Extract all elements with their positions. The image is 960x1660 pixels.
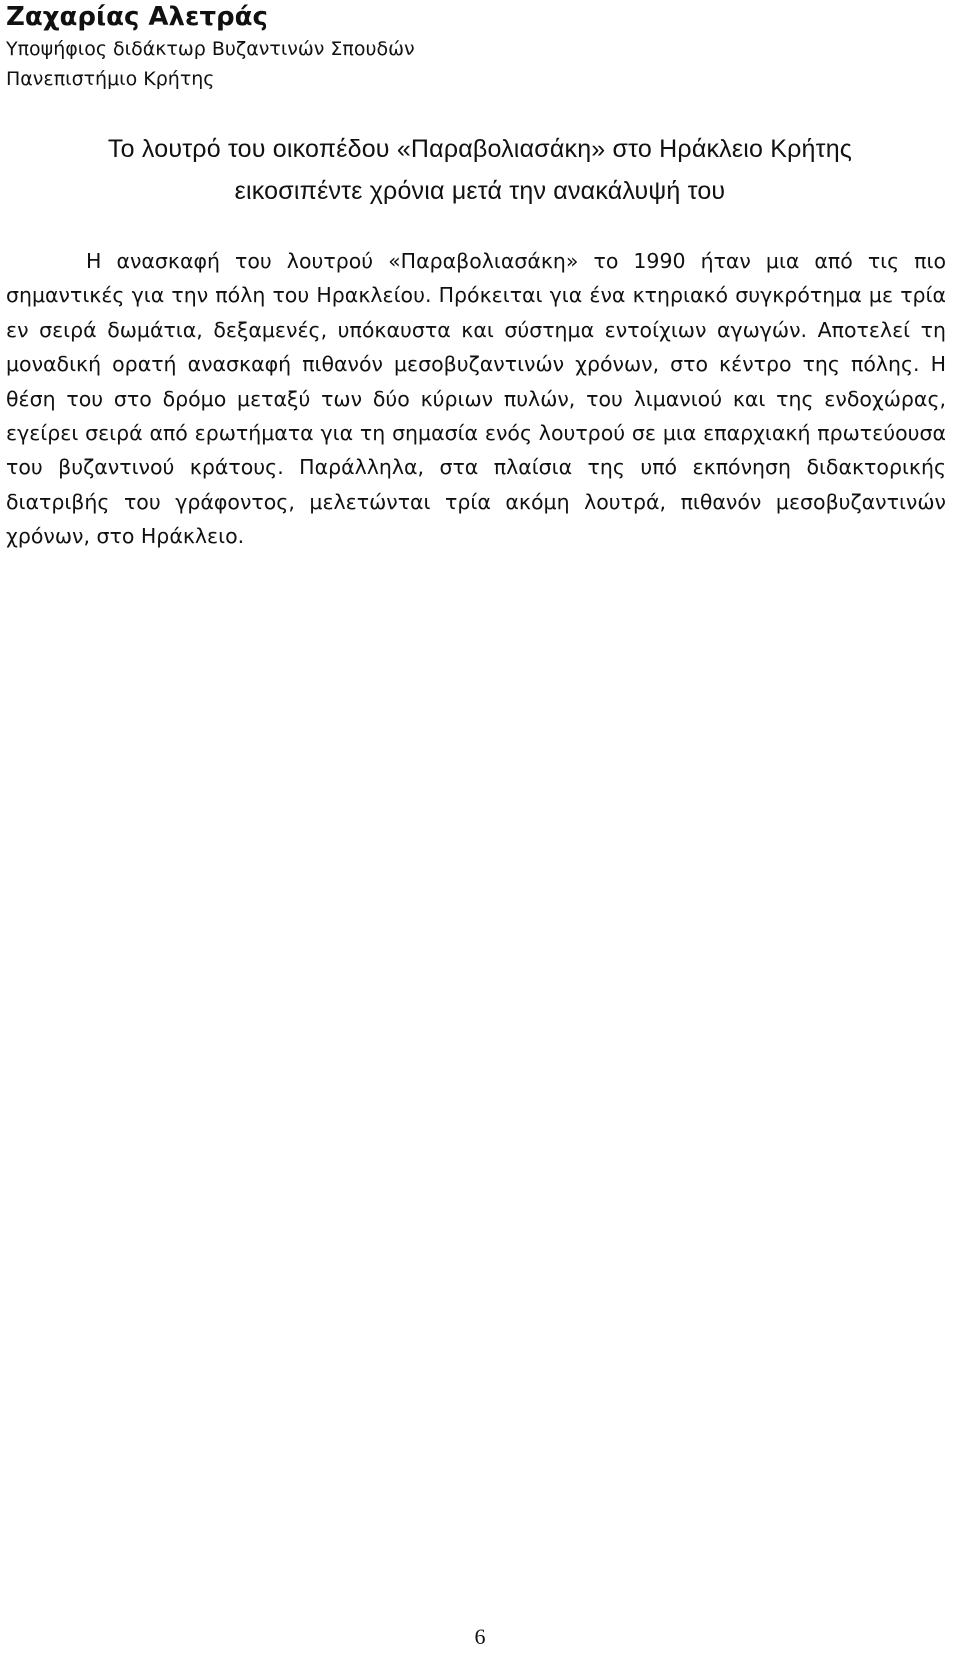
title-line-2: εικοσιπέντε χρόνια μετά την ανακάλυψή του <box>234 177 726 205</box>
author-affiliation: Πανεπιστήμιο Κρήτης <box>6 68 215 90</box>
author-block <box>6 0 906 94</box>
abstract-paragraph: Η ανασκαφή του λουτρού «Παραβολιασάκη» το 1990 ήταν μια από τις πιο σημαντικές για την πόλη του Ηρακλείου. Πρόκειται για ένα κτηριακό συγκρότημα με τρία εν σειρά δωμάτια, δεξαμενές, υπόκαυστα και σύστημα εντοίχιων αγωγών. Αποτελεί τη μοναδική ορατή ανασκαφή πιθανόν μεσοβυζαντινών χρόνων, στο κέντρο της πόλης. Η θέση του στο δρόμο μεταξύ των δύο κύριων πυλών, του λιμανιού και της ενδοχώρας, εγείρει σειρά από ερωτήματα για τη σημασία ενός λουτρού σε μια επαρχιακή πρωτεύουσα του βυζαντινού κράτους. Παράλληλα, στα πλαίσια της υπό εκπόνηση διδακτορικής διατριβής του γράφοντος, μελετώνται τρία ακόμη λουτρά, πιθανόν μεσοβυζαντινών χρόνων, στο Ηράκλειο. <box>6 249 946 549</box>
title-line-1: Το λουτρό του οικοπέδου «Παραβολιασάκη» στο Ηράκλειο Κρήτης <box>107 135 853 163</box>
page-number: 6 <box>474 1624 486 1649</box>
author-name: Ζαχαρίας Αλετράς <box>6 2 268 32</box>
article-title <box>0 128 960 212</box>
author-position: Υποψήφιος διδάκτωρ Βυζαντινών Σπουδών <box>6 38 415 60</box>
